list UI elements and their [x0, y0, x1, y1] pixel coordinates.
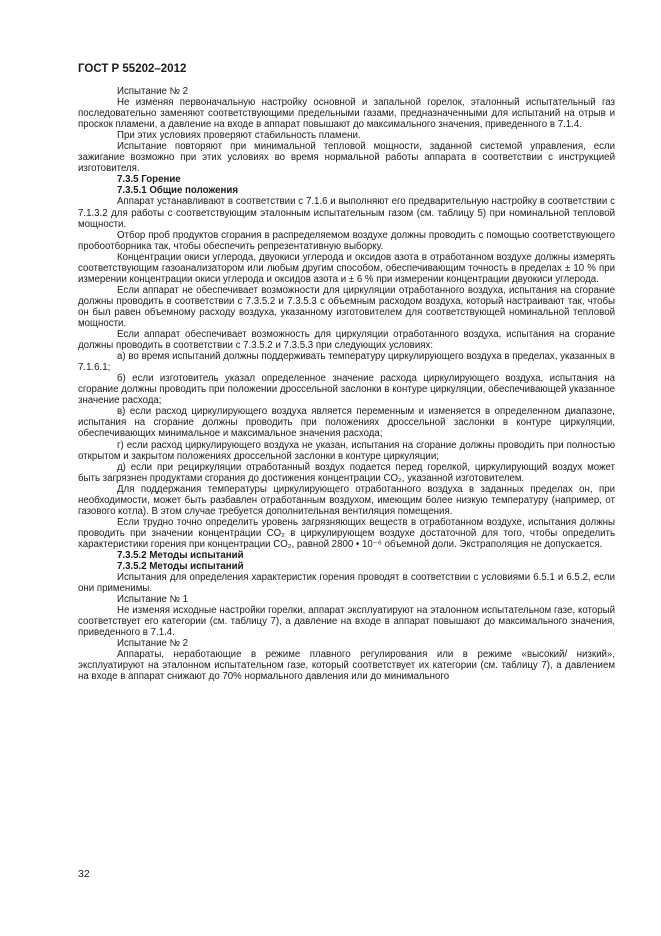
paragraph: Концентрации окиси углерода, двуокиси углерода и оксидов азота в отработанном воздухе должны измерять соответствующим газоанализатором или любым другим способом, обеспечивающим точность в пределах ± 10 % при измерении концентрации окиси углерода и оксидов азота и ± 6 % при измерении концентрации двуокиси углерода.	[78, 251, 615, 285]
paragraph: Если аппарат не обеспечивает возможности для циркуляции отработанного воздуха, испытания на сгорание должны проводить в соответствии с 7.3.5.2 и 7.3.5.3 с объемным расходом воздуха, который настраивают так, чтобы он был равен объемному расходу воздуха, указанному изготовителем для соответствующей номинальной тепловой мощности.	[78, 284, 615, 329]
paragraph: При этих условиях проверяют стабильность пламени.	[117, 130, 361, 142]
section-heading: 7.3.5.1 Общие положения	[117, 185, 238, 197]
document-body	[78, 86, 615, 683]
section-heading: 7.3.5.2 Методы испытаний	[117, 549, 244, 561]
paragraph: а) во время испытаний должны поддерживать температуру циркулирующего воздуха в пределах, указанных в 7.1.6.1;	[78, 351, 615, 374]
paragraph: Для поддержания температуры циркулирующего отработанного воздуха в заданных пределах он, при необходимости, может быть разбавлен отработанным воздухом, имеющим более низкую температуру (например, от газового котла). В этом случае требуется дополнительная вентиляция помещения.	[78, 483, 615, 517]
paragraph: Если аппарат обеспечивает возможность для циркуляции отработанного воздуха, испытания на сгорание должны проводить в соответствии с 7.3.5.2 и 7.3.5.3 при следующих условиях:	[78, 329, 615, 352]
paragraph: г) если расход циркулирующего воздуха не указан, испытания на сгорание должны проводить при полностью открытом и закрытом положениях дроссельной заслонки в контуре циркуляции;	[78, 439, 615, 462]
paragraph: б) если изготовитель указал определенное значение расхода циркулирующего воздуха, испытания на сгорание должны проводить при положении дроссельной заслонки в контуре циркуляции, обеспечивающей указанное значение расхода;	[78, 373, 615, 407]
paragraph: Не изменяя исходные настройки горелки, аппарат эксплуатируют на эталонном испытательном газе, который соответствует его категории (см. таблицу 7), а давление на входе в аппарат повышают до максимального значения, приведенного в 7.1.4.	[78, 605, 615, 639]
paragraph: Если трудно точно определить уровень загрязняющих веществ в отработанном воздухе, испытания должны проводить при значении концентрации CO₂ в циркулирующем воздухе достаточной для того, чтобы определить характеристики горения при концентрации CO₂, равной 2800 • 10⁻⁶ объемной доли. Экстраполяция не допускается.	[78, 516, 615, 550]
paragraph: в) если расход циркулирующего воздуха является переменным и изменяется в определенном диапазоне, испытания на сгорание должны проводить при положениях дроссельной заслонки в контуре циркуляции, обеспечивающих минимальное и максимальное значения расхода;	[78, 406, 615, 440]
paragraph: Испытание № 1	[117, 594, 189, 606]
paragraph: Испытание № 2	[117, 638, 189, 650]
paragraph: Аппараты, неработающие в режиме плавного регулирования или в режиме «высокий/ низкий», эксплуатируют на эталонном испытательном газе, который соответствует их категории (см. таблицу 7), а давлением на входе в аппарат снижают до 70% нормального давления или до минимального	[78, 649, 615, 683]
paragraph: Отбор проб продуктов сгорания в распределяемом воздухе должны проводить с помощью соответствующего пробоотборника так, чтобы обеспечить репрезентативную выборку.	[78, 229, 615, 252]
paragraph: Не изменяя первоначальную настройку основной и запальной горелок, эталонный испытательный газ последовательно заменяют соответствующими предельными газами, предназначенными для испытаний на отрыв и проскок пламени, а давление на входе в аппарат повышают до максимального значения, приведенного в 7.1.4.	[78, 97, 615, 131]
paragraph: Испытание № 2	[117, 86, 189, 97]
document-header: ГОСТ Р 55202–2012	[78, 63, 187, 75]
section-heading: 7.3.5 Горение	[117, 174, 181, 186]
paragraph: Испытания для определения характеристик горения проводят в соответствии с условиями 6.5.1 и 6.5.2, если они применимы.	[78, 572, 615, 595]
paragraph: д) если при рециркуляции отработанный воздух подается перед горелкой, циркулирующий воздух может быть загрязнен продуктами сгорания до достижения концентрации CO₂, указанной изготовителем.	[78, 461, 615, 484]
section-heading: 7.3.5.2 Методы испытаний	[117, 561, 244, 573]
page-number: 32	[78, 868, 90, 880]
paragraph: Аппарат устанавливают в соответствии с 7.1.6 и выполняют его предварительную настройку в соответствии с 7.1.3.2 для работы с соответствующим эталонным испытательным газом (см. таблицу 5) при номинальной тепловой мощности.	[78, 196, 615, 230]
paragraph: Испытание повторяют при минимальной тепловой мощности, заданной системой управления, если зажигание возможно при этих условиях во время нормальной работы аппарата в соответствии с инструкцией изготовителя.	[78, 141, 615, 175]
